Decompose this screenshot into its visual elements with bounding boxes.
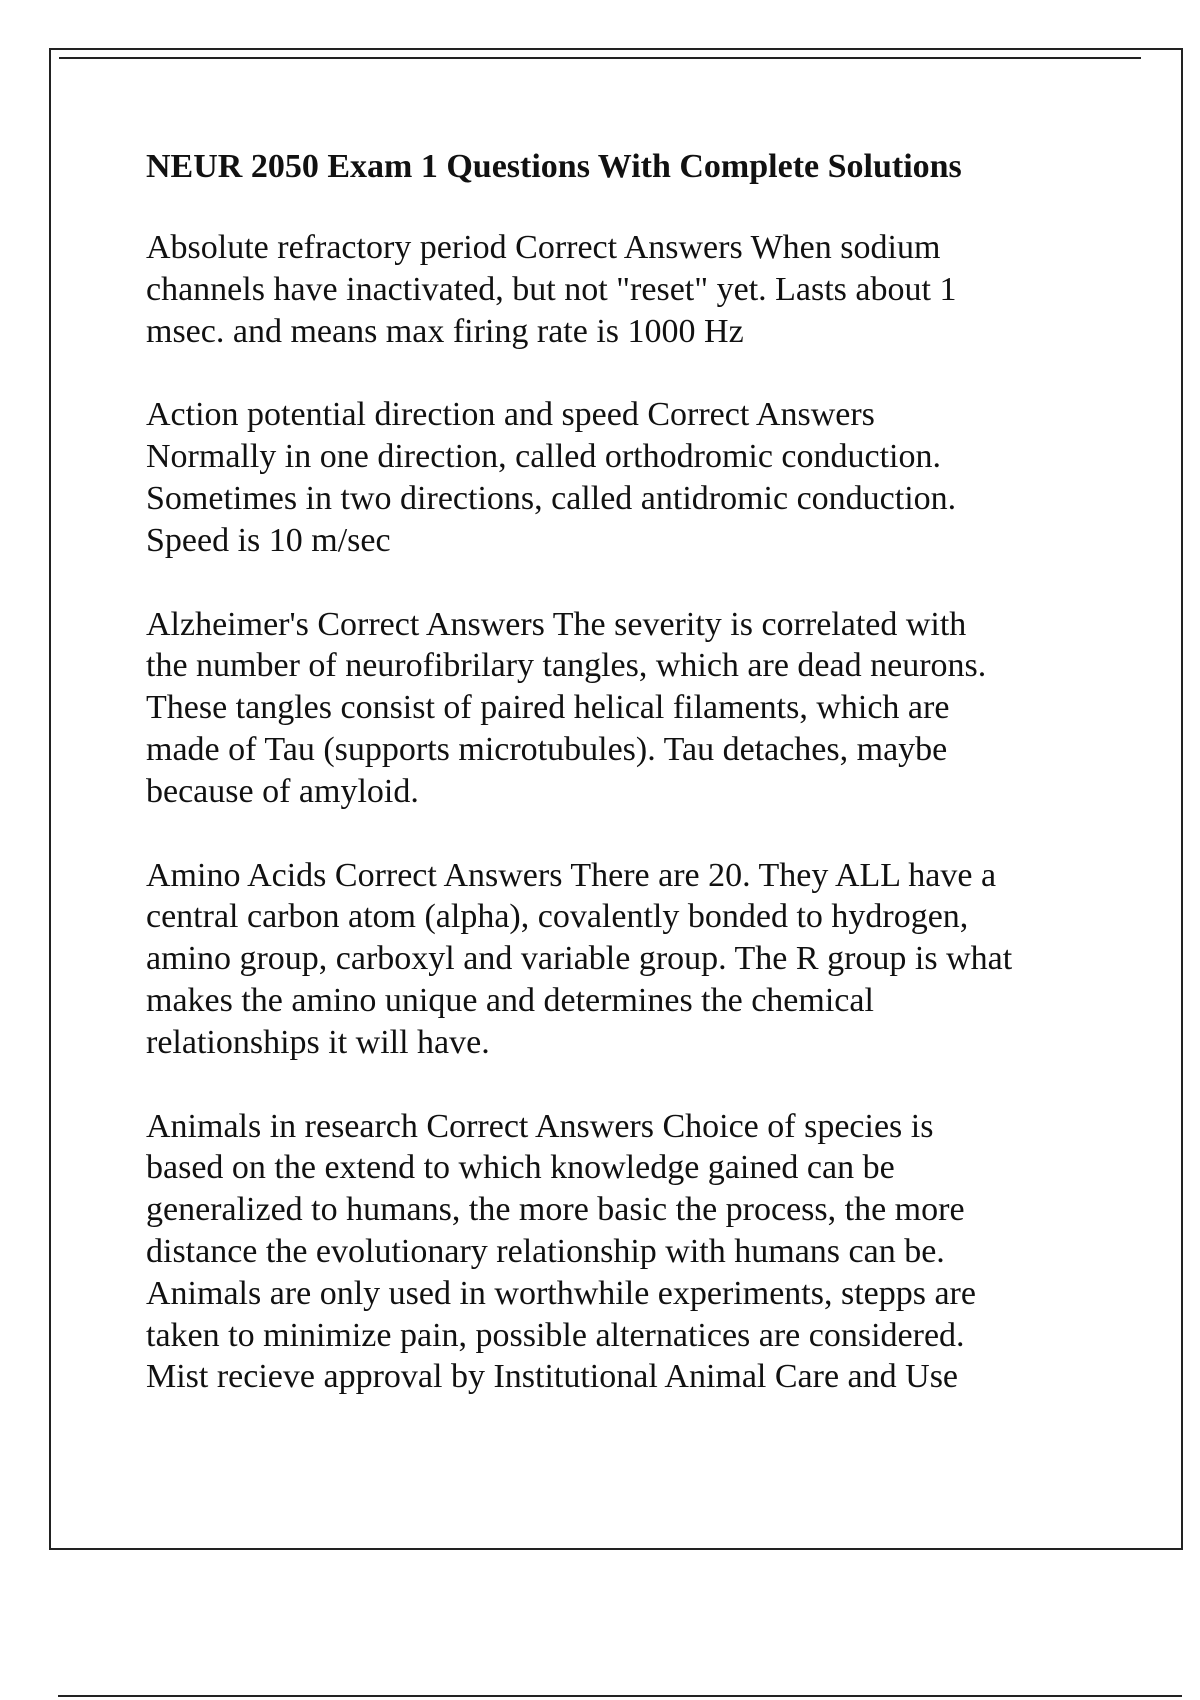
entry-line: made of Tau (supports microtubules). Tau detaches, maybe [146,730,948,768]
document-body [146,146,1136,1440]
qa-entry-alzheimers [146,604,1136,813]
entry-line: relationships it will have. [146,1023,490,1061]
entry-line: channels have inactivated, but not "reset" yet. Lasts about 1 [146,270,957,308]
entry-line: the number of neurofibrilary tangles, which are dead neurons. [146,647,987,685]
entry-line: taken to minimize pain, possible alternatices are considered. [146,1316,965,1354]
entry-line: generalized to humans, the more basic the process, the more [146,1191,965,1229]
entry-line: Speed is 10 m/sec [146,521,391,559]
bottom-rule [58,1695,1182,1697]
entry-line: Mist recieve approval by Institutional Animal Care and Use [146,1358,959,1396]
entry-line: based on the extend to which knowledge gained can be [146,1149,895,1187]
qa-entry-action-potential [146,394,1136,561]
entry-line: Amino Acids Correct Answers There are 20. They ALL have a [146,856,997,894]
entry-line: msec. and means max firing rate is 1000 Hz [146,312,744,350]
document-title: NEUR 2050 Exam 1 Questions With Complete Solutions [146,148,962,185]
entry-line: Animals in research Correct Answers Choice of species is [146,1107,934,1145]
top-rule [59,57,1141,59]
entry-line: Normally in one direction, called orthodromic conduction. [146,438,941,476]
entry-line: These tangles consist of paired helical filaments, which are [146,689,950,727]
entry-line: distance the evolutionary relationship with humans can be. [146,1232,945,1270]
qa-entry-amino-acids [146,855,1136,1064]
entry-line: amino group, carboxyl and variable group. The R group is what [146,940,1013,978]
entry-line: because of amyloid. [146,772,419,810]
entry-line: Absolute refractory period Correct Answers When sodium [146,229,941,266]
page-frame [49,48,1183,1550]
entry-line: makes the amino unique and determines the chemical [146,981,874,1019]
entry-line: central carbon atom (alpha), covalently bonded to hydrogen, [146,898,969,936]
qa-entry-animals-in-research [146,1106,1136,1399]
entry-line: Sometimes in two directions, called antidromic conduction. [146,479,957,517]
entry-line: Animals are only used in worthwhile experiments, stepps are [146,1274,976,1312]
entry-line: Action potential direction and speed Correct Answers [146,396,875,434]
entry-line: Alzheimer's Correct Answers The severity is correlated with [146,605,967,643]
qa-entry-absolute-refractory-period [146,227,1136,352]
